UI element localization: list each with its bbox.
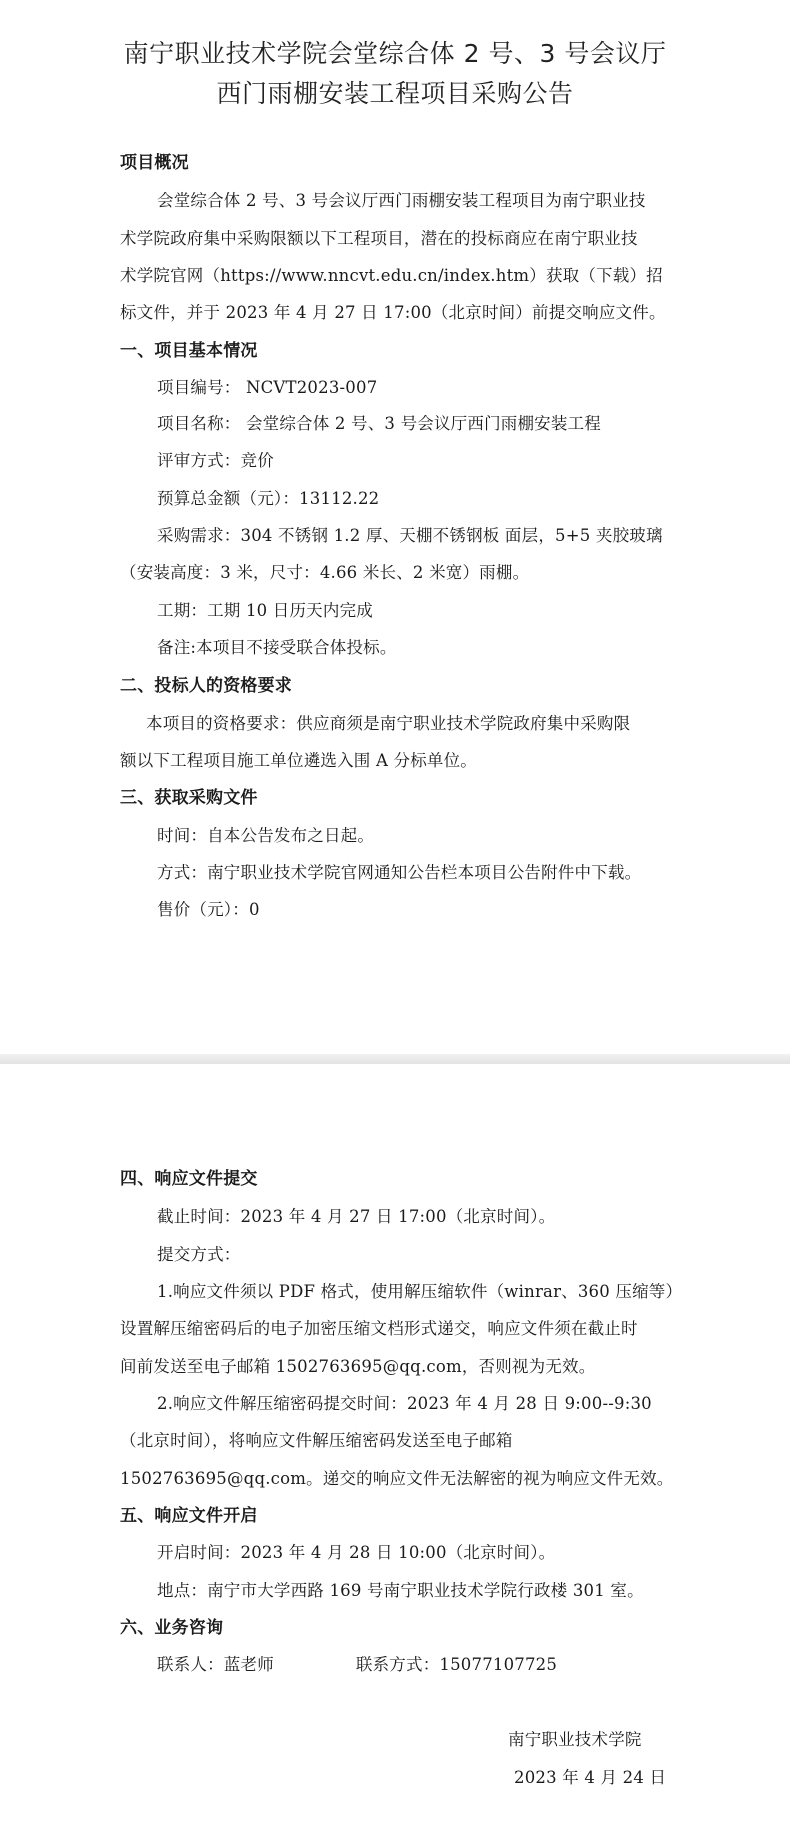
opening-time: 开启时间：2023 年 4 月 28 日 10:00（北京时间）。 [157, 1543, 556, 1562]
submission-item-2: 2.响应文件解压缩密码提交时间：2023 年 4 月 28 日 9:00--9:30 [157, 1394, 652, 1413]
overview-line: 术学院政府集中采购限额以下工程项目，潜在的投标商应在南宁职业技 [120, 229, 638, 248]
section5-heading: 五、响应文件开启 [120, 1506, 258, 1526]
section4-heading: 四、响应文件提交 [120, 1169, 258, 1189]
submission-deadline: 截止时间：2023 年 4 月 27 日 17:00（北京时间）。 [157, 1207, 556, 1226]
overview-line: 术学院官网（https://www.nncvt.edu.cn/index.htm）获取（下载）招 [120, 266, 663, 285]
qualification-line: 额以下工程项目施工单位遴选入围 A 分标单位。 [120, 751, 478, 770]
document-price: 售价（元）：0 [157, 900, 260, 919]
submission-item-1: 1.响应文件须以 PDF 格式，使用解压缩软件（winrar、360 压缩等） [157, 1282, 683, 1301]
section2-heading: 二、投标人的资格要求 [120, 676, 292, 696]
project-name: 项目名称： 会堂综合体 2 号、3 号会议厅西门雨棚安装工程 [157, 414, 601, 433]
document-title-line-1: 南宁职业技术学院会堂综合体 2 号、3 号会议厅 [123, 39, 667, 68]
section3-heading: 三、获取采购文件 [120, 788, 258, 808]
submission-item-1-cont: 设置解压缩密码后的电子加密压缩文档形式递交，响应文件须在截止时 [120, 1319, 638, 1338]
review-method: 评审方式：竞价 [157, 451, 274, 470]
contact-method: 联系方式：15077107725 [355, 1655, 558, 1674]
page-separator [0, 1054, 790, 1064]
remarks: 备注:本项目不接受联合体投标。 [157, 638, 397, 657]
document-page-2 [0, 1064, 790, 1836]
overview-line: 标文件，并于 2023 年 4 月 27 日 17:00（北京时间）前提交响应文件。 [120, 303, 666, 322]
submission-item-2-cont: 1502763695@qq.com。递交的响应文件无法解密的视为响应文件无效。 [120, 1469, 674, 1488]
document-title-line-2: 西门雨棚安装工程项目采购公告 [216, 79, 574, 108]
construction-period: 工期：工期 10 日历天内完成 [157, 601, 373, 620]
signature-date: 2023 年 4 月 24 日 [514, 1768, 667, 1787]
submission-item-1-cont: 间前发送至电子邮箱 1502763695@qq.com，否则视为无效。 [120, 1357, 596, 1376]
project-number: 项目编号： NCVT2023-007 [157, 378, 378, 397]
contact-person: 联系人：蓝老师 [157, 1655, 274, 1674]
overview-heading: 项目概况 [120, 153, 189, 173]
section1-heading: 一、项目基本情况 [120, 341, 258, 361]
procurement-requirement-cont: （安装高度：3 米，尺寸：4.66 米长、2 米宽）雨棚。 [120, 563, 530, 582]
section6-heading: 六、业务咨询 [120, 1618, 224, 1638]
contact-row [157, 1654, 557, 1676]
signature-org: 南宁职业技术学院 [508, 1730, 642, 1749]
overview-line: 会堂综合体 2 号、3 号会议厅西门雨棚安装工程项目为南宁职业技 [157, 191, 646, 210]
qualification-line: 本项目的资格要求：供应商须是南宁职业技术学院政府集中采购限 [146, 714, 631, 733]
opening-location: 地点：南宁市大学西路 169 号南宁职业技术学院行政楼 301 室。 [157, 1581, 644, 1600]
document-obtain-time: 时间：自本公告发布之日起。 [157, 826, 375, 845]
document-obtain-method: 方式：南宁职业技术学院官网通知公告栏本项目公告附件中下载。 [157, 863, 642, 882]
submission-item-2-cont: （北京时间），将响应文件解压缩密码发送至电子邮箱 [120, 1431, 513, 1450]
budget-amount: 预算总金额（元）：13112.22 [157, 489, 380, 508]
procurement-requirement: 采购需求：304 不锈钢 1.2 厚、天棚不锈钢板 面层，5+5 夹胶玻璃 [157, 526, 663, 545]
submission-method-label: 提交方式： [157, 1245, 241, 1264]
